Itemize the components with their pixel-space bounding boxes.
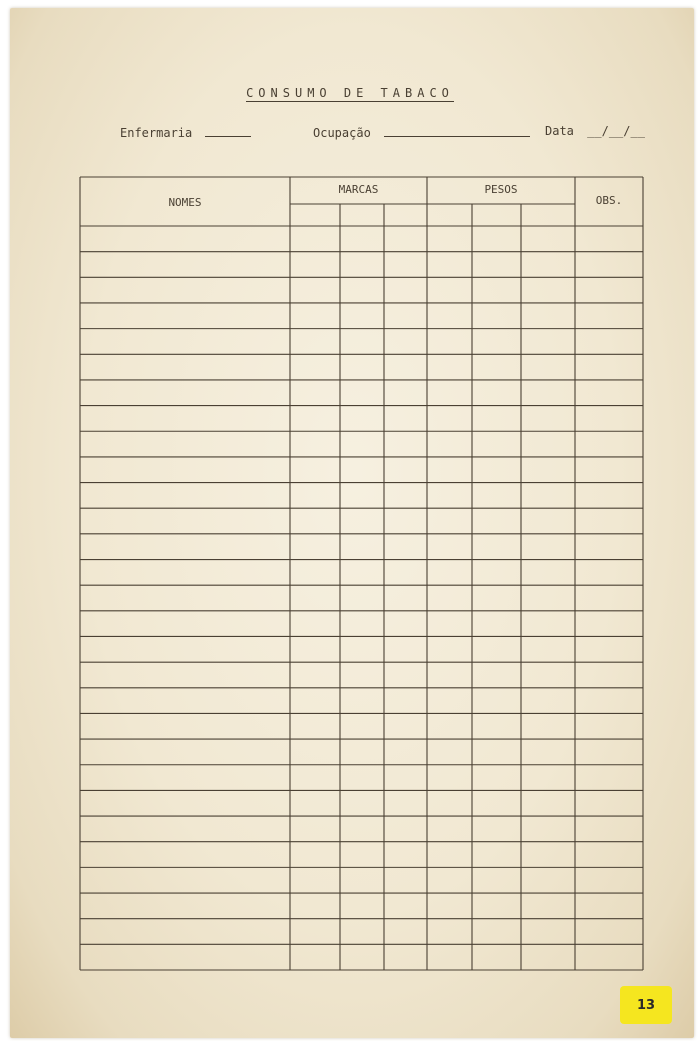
header-marcas: MARCAS: [338, 183, 379, 196]
header-nomes: NOMES: [168, 196, 202, 209]
form-title-text: CONSUMO DE TABACO: [246, 86, 454, 100]
page-number-tag: 13: [620, 986, 672, 1024]
header-obs: OBS.: [595, 194, 623, 207]
data-blank[interactable]: __/__/__: [587, 124, 645, 138]
ocupacao-label: Ocupação: [313, 126, 371, 140]
enfermaria-label: Enfermaria: [120, 126, 193, 140]
data-label: Data: [545, 124, 574, 138]
header-pesos: PESOS: [484, 183, 518, 196]
